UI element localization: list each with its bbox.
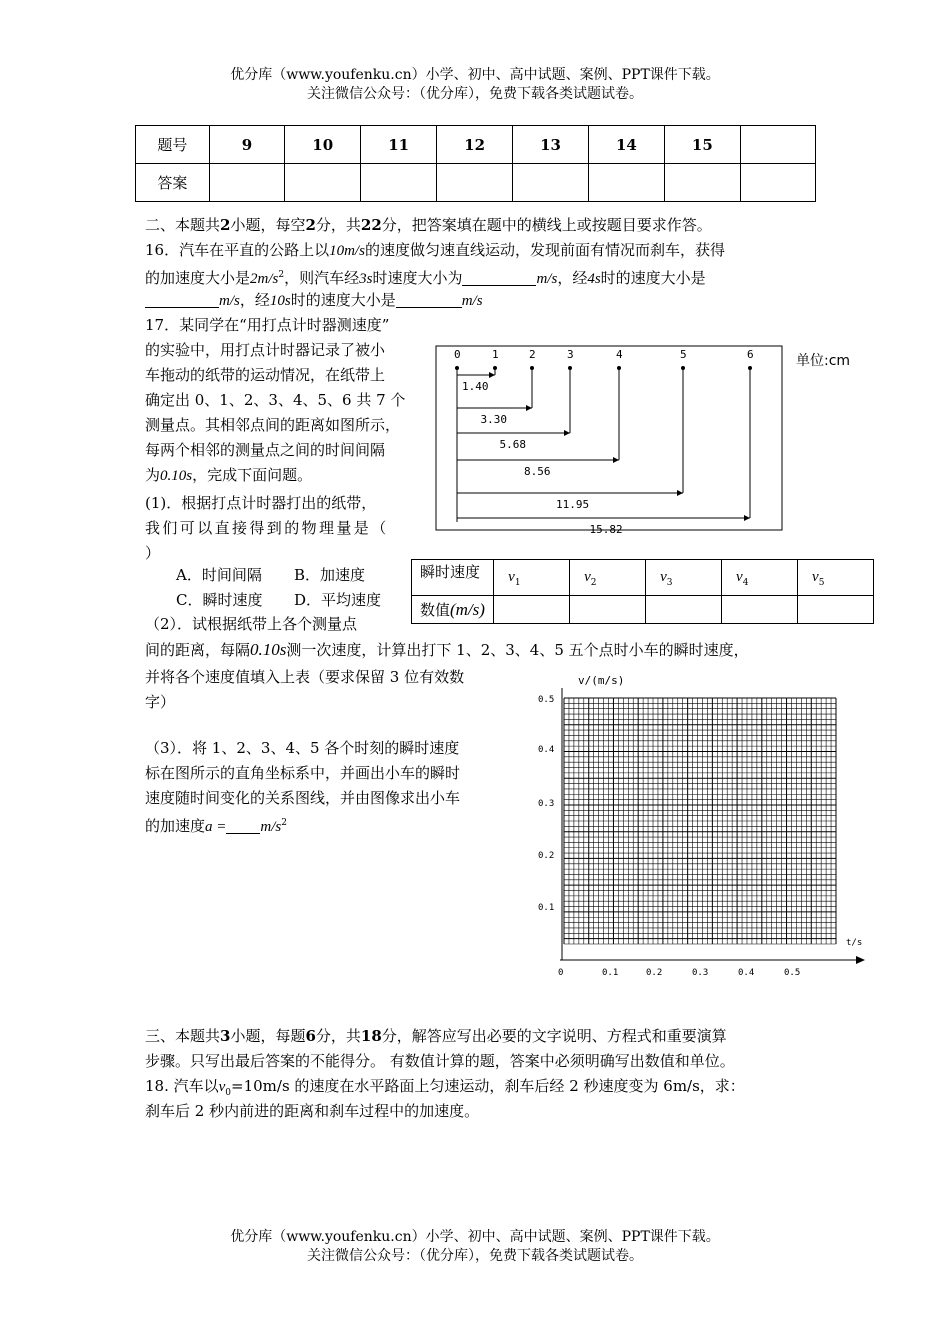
- tape-distance-label: 15.82: [589, 523, 623, 536]
- q17-part-1: 我们可以直接得到的物理量是（: [145, 519, 389, 537]
- velocity-header-v1: $v_1$: [494, 560, 570, 596]
- answer-cell[interactable]: [361, 164, 437, 202]
- answer-table: [135, 125, 816, 202]
- q16-line-1: 16．汽车在平直的公路上以10m/s的速度做匀速直线运动，发现前面有情况而刹车，获得: [145, 241, 725, 259]
- graph-x-tick: 0.1: [602, 968, 619, 978]
- answer-table-label-number: 题号: [136, 126, 210, 164]
- answer-cell[interactable]: [664, 164, 740, 202]
- option-c[interactable]: C．瞬时速度: [176, 591, 263, 609]
- q17-part-1: (1)．根据打点计时器打出的纸带，: [145, 494, 377, 512]
- q17-options: [176, 563, 381, 613]
- tape-distance-label: 11.95: [556, 498, 590, 511]
- graph-y-label: v/(m/s): [578, 674, 625, 687]
- question-number: 9: [241, 135, 253, 154]
- q17-part-3: （3）．将 1、2、3、4、5 各个时刻的瞬时速度 标在图所示的直角坐标系中，并画出小车的瞬时 速度随时间变化的关系图线，并由图像求出小车 的加速度$a = m/s^2$: [145, 739, 461, 835]
- question-number: 11: [388, 135, 410, 154]
- answer-cell[interactable]: [513, 164, 589, 202]
- answer-cell[interactable]: [437, 164, 513, 202]
- answer-cell[interactable]: [209, 164, 285, 202]
- section-3-intro: 三、本题共3小题，每题6分，共18分，解答应写出必要的文字说明、方程式和重要演算: [145, 1027, 727, 1045]
- q17-line: 每两个相邻的测量点之间的时间间隔: [145, 441, 386, 459]
- tape-distance-label: 5.68: [499, 438, 526, 451]
- q16-line-2: 的加速度大小是$2m/s^2$，则汽车经3s时速度大小为 m/s，经4s时的速度大小是: [145, 269, 706, 287]
- page-footer: [0, 1228, 950, 1266]
- question-number: 12: [464, 135, 486, 154]
- q16-line-3: m/s，经10s时的速度大小是 m/s: [145, 287, 825, 314]
- tape-distance-label: 8.56: [524, 465, 551, 478]
- question-number: 10: [312, 135, 334, 154]
- section-2-intro: 二、本题共2小题，每空2分，共22分，把答案填在题中的横线上或按题目要求作答。: [145, 216, 712, 234]
- graph-y-tick: 0.1: [538, 903, 555, 913]
- tape-distance-label: 3.30: [480, 413, 507, 426]
- option-b[interactable]: B．加速度: [294, 566, 366, 584]
- graph-y-tick: 0.5: [538, 695, 555, 705]
- graph-x-tick: 0.5: [784, 968, 801, 978]
- q16-blank-2[interactable]: [145, 291, 219, 308]
- q17-line: 车拖动的纸带的运动情况，在纸带上: [145, 366, 386, 384]
- q16-blank-3[interactable]: [396, 291, 462, 308]
- q17-line: 测量点。其相邻点间的距离如图所示，: [145, 416, 401, 434]
- tape-point-label: 1: [492, 348, 499, 361]
- velocity-header-v2: $v_2$: [570, 560, 646, 596]
- footer-line-1: 优分库（www.youfenku.cn）小学、初中、高中试题、案例、PPT课件下载。: [230, 1229, 720, 1245]
- option-a[interactable]: A．时间间隔: [176, 566, 262, 584]
- tape-diagram: [430, 340, 870, 540]
- footer-line-2: 关注微信公众号：（优分库），免费下载各类试题试卷。: [307, 1248, 643, 1264]
- q18-line-2: 刹车后 2 秒内前进的距离和刹车过程中的加速度。: [145, 1102, 480, 1120]
- question-number: 14: [615, 135, 637, 154]
- tape-distance-label: 1.40: [462, 380, 489, 393]
- tape-unit: 单位:cm: [796, 353, 851, 369]
- tape-arrowhead: [677, 490, 683, 496]
- q17-line: 17．某同学在“用打点计时器测速度”: [145, 316, 390, 334]
- q17-part-1: ）: [145, 544, 161, 562]
- graph-x-label: t/s: [846, 938, 863, 948]
- q17-text: [145, 313, 425, 566]
- graph-y-tick: 0.2: [538, 851, 555, 861]
- tape-frame: [436, 346, 782, 530]
- tape-point-label: 2: [529, 348, 536, 361]
- tape-arrowhead: [744, 515, 750, 521]
- option-d[interactable]: D．平均速度: [294, 591, 382, 609]
- velocity-table-label: 瞬时速度: [412, 560, 494, 596]
- question-number: 13: [540, 135, 561, 154]
- tape-arrowhead: [489, 372, 495, 378]
- graph-x-tick: 0.3: [692, 968, 709, 978]
- tape-arrowhead: [564, 430, 570, 436]
- answer-cell[interactable]: [740, 164, 815, 202]
- answer-table-label-answer: 答案: [136, 164, 210, 202]
- tape-point-label: 0: [454, 348, 461, 361]
- tape-point-label: 6: [747, 348, 754, 361]
- graph-x-tick: 0.2: [646, 968, 663, 978]
- header-line-2: 关注微信公众号：（优分库），免费下载各类试题试卷。: [307, 86, 643, 102]
- velocity-header-v4: $v_4$: [722, 560, 798, 596]
- tape-arrowhead: [613, 457, 619, 463]
- tape-point-label: 3: [567, 348, 574, 361]
- graph-x-tick: 0.4: [738, 968, 755, 978]
- tape-point-label: 4: [616, 348, 623, 361]
- q17-line: 为0.10s，完成下面问题。: [145, 466, 313, 484]
- velocity-time-graph[interactable]: [520, 668, 870, 988]
- tape-point-label: 5: [680, 348, 687, 361]
- graph-y-tick: 0.3: [538, 799, 555, 809]
- q16-blank-1[interactable]: [462, 269, 536, 286]
- acceleration-blank[interactable]: [226, 817, 260, 834]
- tape-arrowhead: [526, 405, 532, 411]
- graph-x-tick: 0: [558, 968, 564, 978]
- q17-part-2: （2）．试根据纸带上各个测量点 间的距离，每隔0.10s测一次速度，计算出打下 1、2、3、4、5 五个点时小车的瞬时速度， 并将各个速度值填入上表（要求保留 3 位有效数 字）: [145, 615, 749, 711]
- graph-x-arrow: [856, 956, 865, 964]
- answer-cell[interactable]: [285, 164, 361, 202]
- velocity-value-cell[interactable]: [798, 596, 874, 624]
- answer-cell[interactable]: [588, 164, 664, 202]
- velocity-value-label: 数值(m/s): [412, 596, 494, 624]
- question-number: 15: [691, 135, 713, 154]
- velocity-header-v5: $v_5$: [798, 560, 874, 596]
- velocity-header-v3: $v_3$: [646, 560, 722, 596]
- section-3-note: 步骤。只写出最后答案的不能得分。 有数值计算的题，答案中必须明确写出数值和单位。: [145, 1052, 735, 1070]
- header-line-1: 优分库（www.youfenku.cn）小学、初中、高中试题、案例、PPT课件下载。: [230, 67, 720, 83]
- q17-line: 的实验中，用打点计时器记录了被小: [145, 341, 386, 359]
- q17-line: 确定出 0、1、2、3、4、5、6 共 7 个: [145, 391, 406, 409]
- graph-y-tick: 0.4: [538, 745, 555, 755]
- q18-line-1: 18. 汽车以$v_0=10m/s$ 的速度在水平路面上匀速运动，刹车后经 2 秒速度变为 6m/s，求：: [145, 1077, 745, 1098]
- page-header: [0, 66, 950, 104]
